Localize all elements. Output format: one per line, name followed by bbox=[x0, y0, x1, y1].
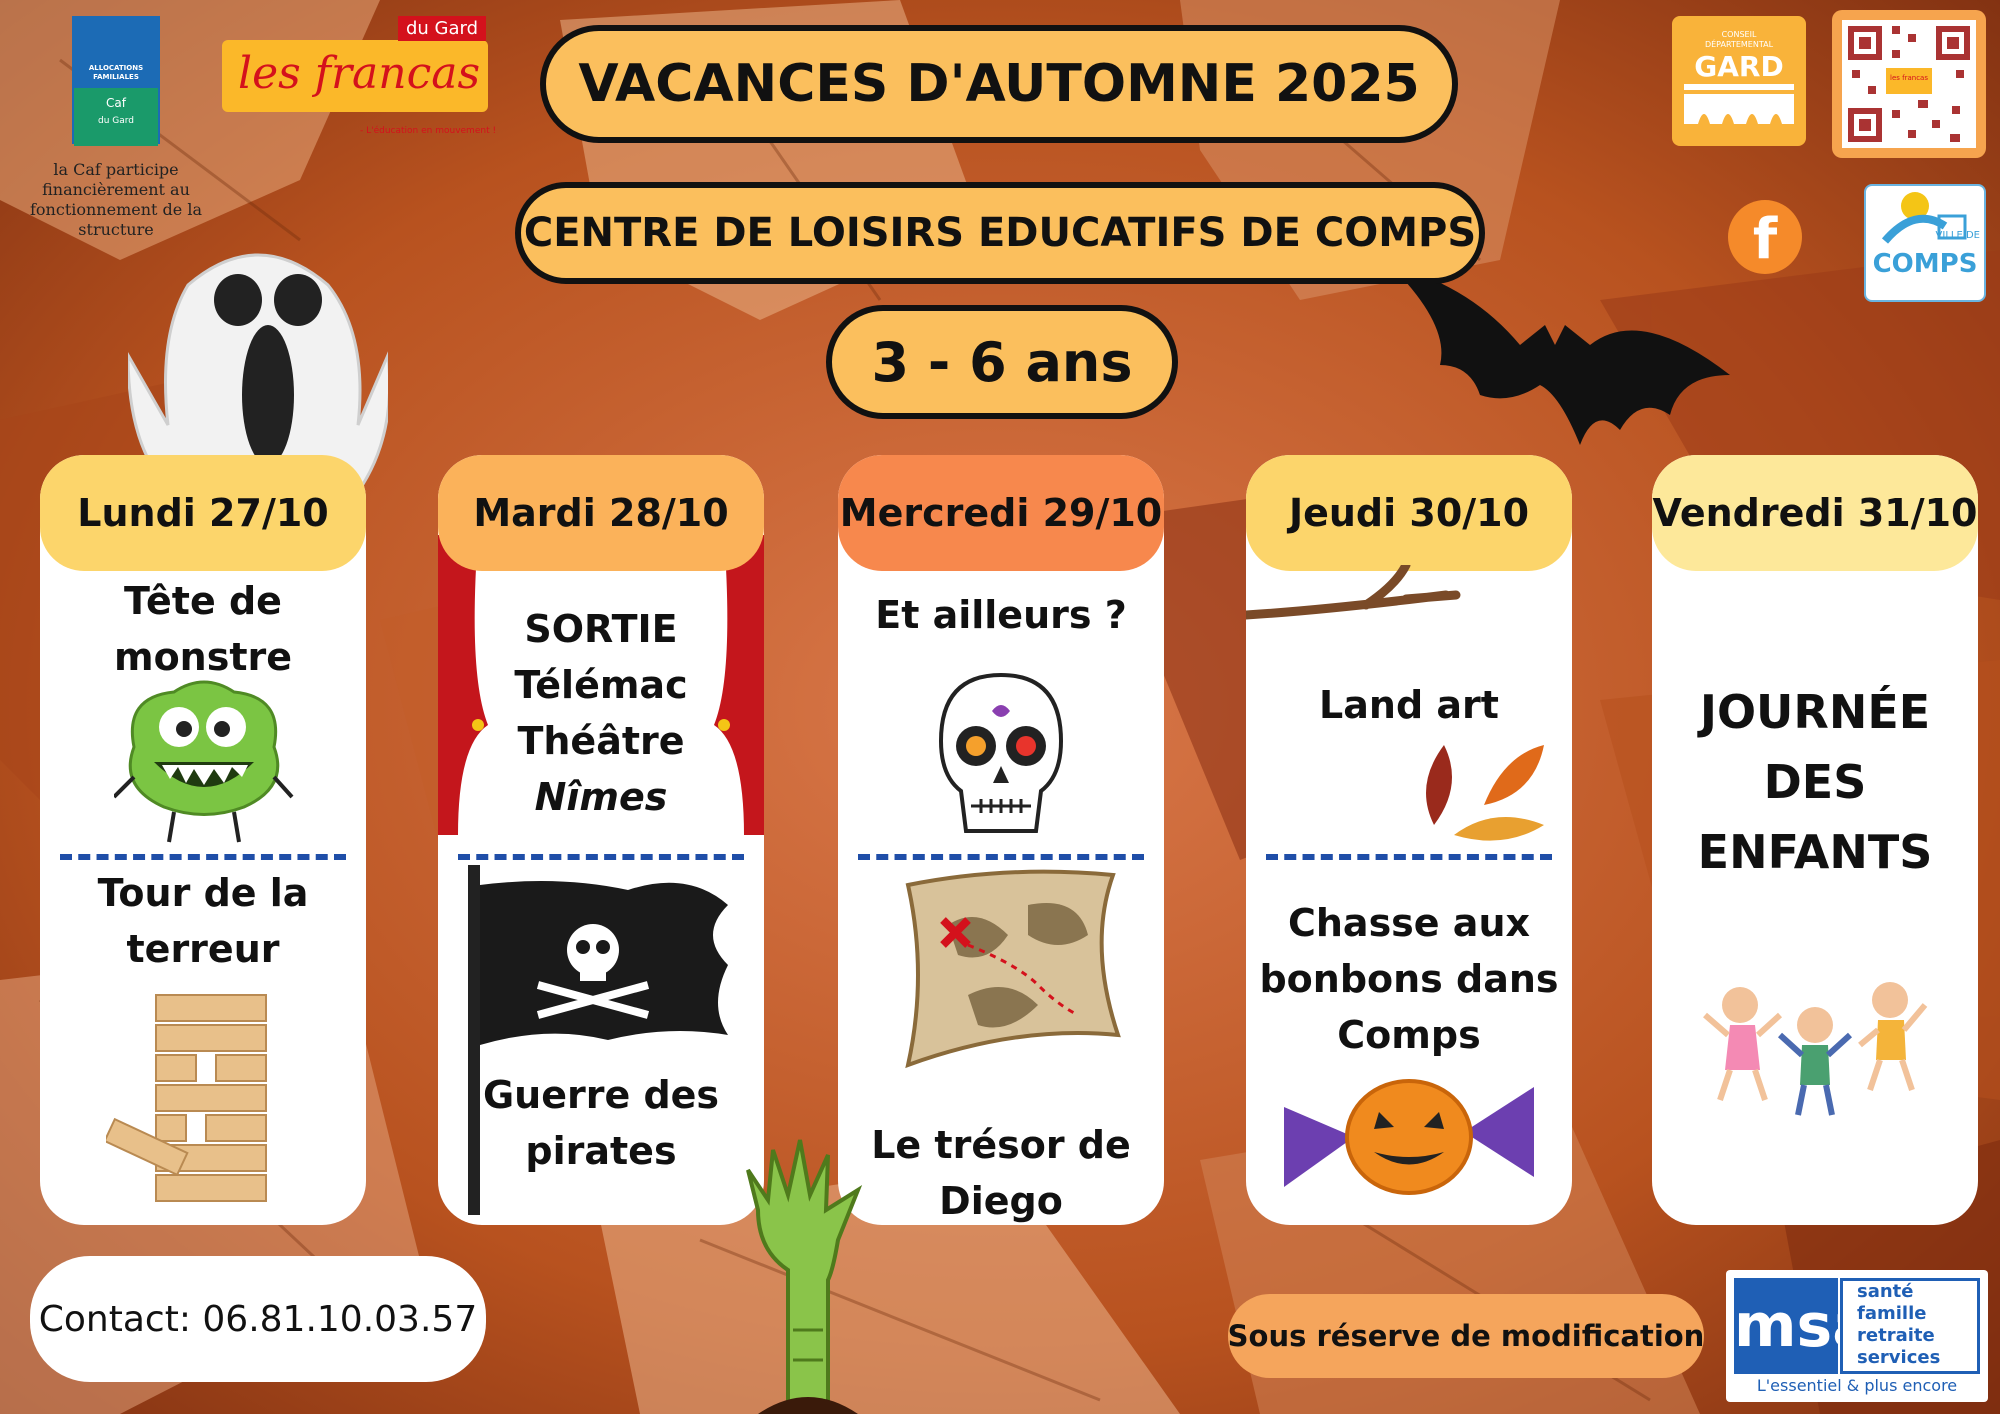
comps-name: COMPS bbox=[1872, 249, 1978, 279]
day-label: Lundi 27/10 bbox=[77, 491, 329, 535]
msa-line1: santé bbox=[1857, 1281, 1914, 1302]
conseil-gard-logo bbox=[1672, 16, 1806, 146]
age-range: 3 - 6 ans bbox=[871, 330, 1133, 394]
divider bbox=[858, 854, 1144, 860]
qr-code-icon bbox=[1832, 10, 1986, 158]
activity-line: DES bbox=[1763, 755, 1867, 809]
activity-line: Et ailleurs ? bbox=[875, 593, 1127, 637]
activity-line: Chasse aux bbox=[1287, 901, 1531, 945]
facebook-letter: f bbox=[1752, 207, 1778, 272]
activity-line: Tête de bbox=[124, 579, 282, 623]
divider bbox=[458, 854, 744, 860]
aqueduct-icon bbox=[1684, 84, 1794, 124]
activity-fullday bbox=[1652, 677, 1978, 887]
caf-line2: FAMILIALES bbox=[93, 73, 139, 81]
activity-line: Guerre des bbox=[482, 1073, 720, 1117]
caf-name: Caf bbox=[106, 96, 126, 110]
candy-icon bbox=[1284, 1067, 1534, 1207]
divider bbox=[60, 854, 346, 860]
notice-text: Sous réserve de modification bbox=[1227, 1319, 1705, 1353]
caf-note: la Caf participe financièrement au fonctionnement de la structure bbox=[30, 160, 202, 239]
facebook-icon[interactable] bbox=[1728, 200, 1802, 274]
caf-region: du Gard bbox=[97, 116, 135, 126]
msa-logo bbox=[1726, 1270, 1988, 1402]
activity-morning bbox=[40, 573, 366, 685]
msa-line2: famille bbox=[1857, 1303, 1927, 1324]
branch-icon bbox=[1246, 565, 1476, 645]
msa-letters: msa bbox=[1734, 1278, 1838, 1374]
day-card-mardi bbox=[438, 455, 764, 1225]
msa-line4: services bbox=[1857, 1347, 1941, 1368]
jenga-tower-icon bbox=[106, 975, 306, 1205]
comps-small: VILLE DE bbox=[1935, 230, 1980, 241]
contact-box bbox=[30, 1256, 486, 1382]
day-header bbox=[1652, 455, 1978, 571]
comps-logo bbox=[1864, 184, 1986, 302]
day-label: Mardi 28/10 bbox=[473, 491, 729, 535]
activity-afternoon bbox=[438, 1067, 764, 1179]
autumn-leaves-icon bbox=[1414, 725, 1554, 845]
day-card-jeudi bbox=[1246, 455, 1572, 1225]
day-header bbox=[1246, 455, 1572, 571]
monster-icon bbox=[114, 677, 294, 847]
activity-line: Land art bbox=[1319, 683, 1499, 727]
notice-box bbox=[1228, 1294, 1704, 1378]
zombie-hand-icon bbox=[738, 1130, 878, 1414]
day-label: Mercredi 29/10 bbox=[839, 491, 1163, 535]
activity-line: ENFANTS bbox=[1697, 825, 1933, 879]
activity-morning bbox=[838, 587, 1164, 643]
caf-logo bbox=[72, 16, 160, 144]
francas-name: les francas bbox=[238, 48, 481, 99]
page-title: VACANCES D'AUTOMNE 2025 bbox=[578, 54, 1420, 114]
activity-line: bonbons dans bbox=[1259, 957, 1559, 1001]
page-subtitle: CENTRE DE LOISIRS EDUCATIFS DE COMPS bbox=[523, 210, 1477, 256]
activity-line: Comps bbox=[1337, 1013, 1481, 1057]
activity-line: SORTIE bbox=[524, 607, 678, 651]
msa-tagline: L'essentiel & plus encore bbox=[1756, 1376, 1958, 1395]
qr-code[interactable] bbox=[1832, 10, 1986, 158]
divider bbox=[1266, 854, 1552, 860]
sugar-skull-icon bbox=[936, 671, 1066, 841]
activity-morning bbox=[438, 601, 764, 825]
activity-line: monstre bbox=[113, 635, 293, 679]
caf-line1: ALLOCATIONS bbox=[88, 64, 144, 72]
activity-line: Nîmes bbox=[534, 775, 668, 819]
francas-region: du Gard bbox=[398, 16, 486, 41]
children-jumping-icon bbox=[1700, 975, 1930, 1125]
conseil-line2: DÉPARTEMENTAL bbox=[1704, 40, 1774, 49]
conseil-line1: CONSEIL bbox=[1721, 30, 1757, 39]
day-header bbox=[838, 455, 1164, 571]
treasure-map-icon bbox=[888, 865, 1124, 1075]
activity-line: Le trésor de bbox=[871, 1123, 1131, 1167]
francas-tagline: - L'éducation en mouvement ! bbox=[360, 126, 497, 136]
activity-line: JOURNÉE bbox=[1699, 685, 1931, 739]
day-card-lundi bbox=[40, 455, 366, 1225]
day-card-vendredi bbox=[1652, 455, 1978, 1225]
age-banner bbox=[826, 305, 1178, 419]
subtitle-banner bbox=[515, 182, 1485, 284]
activity-line: Télémac bbox=[514, 663, 688, 707]
activity-line: Tour de la bbox=[97, 871, 309, 915]
activity-afternoon bbox=[40, 865, 366, 977]
conseil-name: GARD bbox=[1694, 50, 1784, 83]
title-banner bbox=[540, 25, 1458, 143]
activity-line: pirates bbox=[525, 1129, 677, 1173]
contact-text[interactable]: Contact: 06.81.10.03.57 bbox=[38, 1298, 478, 1340]
qr-label: les francas bbox=[1890, 74, 1928, 82]
day-label: Vendredi 31/10 bbox=[1652, 491, 1978, 535]
day-header bbox=[40, 455, 366, 571]
activity-line: Diego bbox=[939, 1179, 1063, 1223]
msa-line3: retraite bbox=[1857, 1325, 1935, 1346]
day-label: Jeudi 30/10 bbox=[1288, 491, 1530, 535]
day-header bbox=[438, 455, 764, 571]
day-card-mercredi bbox=[838, 455, 1164, 1225]
activity-afternoon bbox=[838, 1117, 1164, 1229]
activity-line: terreur bbox=[126, 927, 280, 971]
francas-logo bbox=[222, 18, 488, 112]
activity-afternoon bbox=[1246, 895, 1572, 1063]
activity-line: Théâtre bbox=[517, 719, 685, 763]
